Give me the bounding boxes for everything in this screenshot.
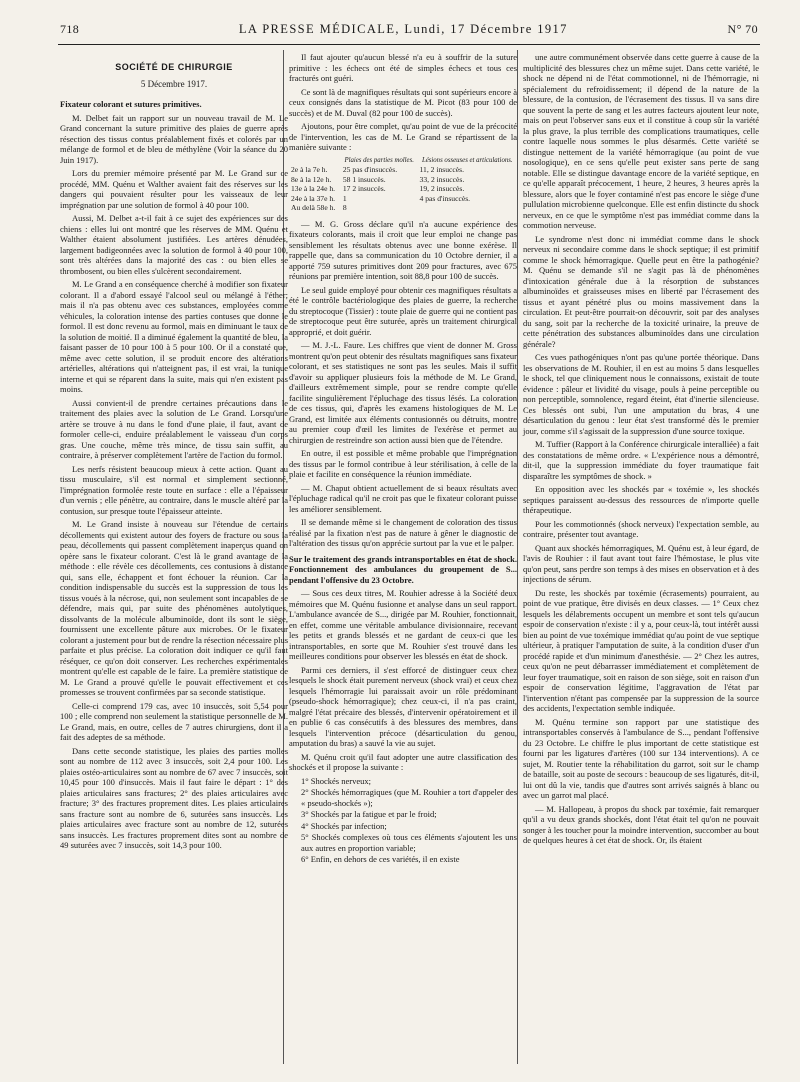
paragraph: Lors du premier mémoire présenté par M. Le Grand sur ce procédé, MM. Quénu et Walther avaient fait des réserves sur les dangers qui pouvaient résulter pour les vaisseaux de leur imprégnation par une solution de formol à 40 pour 100. (60, 168, 288, 210)
paragraph: Quant aux shockés hémorragiques, M. Quénu est, à leur égard, de l'avis de Rouhier : il faut avant tout faire l'hémostase, le plus vite qu'on peut, sans perdre son temps à des mises en observation et à des injections de sérum. (523, 542, 759, 584)
paragraph: Parmi ces derniers, il s'est efforcé de distinguer ceux chez lesquels le shock était purement nerveux (shock vrai) et ceux chez lesquels l'hémorragie lui paraissait avoir un rôle prédominant (pseudo-shock hémorragique); chez ceux-ci, il n'a pas craint, malgré l'état précaire des blessés, d'intervenir opératoirement et il en publie 6 cas consécutifs à des blessures des membres, dans lesquels l'intervention précoce (désarticulation du genou, amputation du bras) a sauvé la vie au sujet. (289, 664, 517, 748)
soft-tissue-cell: 25 pas d'insuccès. (342, 165, 398, 174)
bone-cell: 19, 2 insuccès. (419, 184, 465, 193)
paragraph: Le syndrome n'est donc ni immédiat comme dans le shock nerveux ni secondaire comme dans le shock septique; il est primitif comme le shock hémorragique. Quelle peut en être la pathogénie? M. Quénu se demande s'il ne s'agit pas là de phénomènes d'intoxication générale due à la résorption de substances albuminoïdes et graisseuses mises en liberté par l'écrasement des tissus et ayant pénétré plus ou moins massivement dans la circulation. Et peut-être pourrait-on découvrir, soit par des analyses du sang, soit par la recherche de la toxicité urinaire, la preuve de cette pénétration des substances albuminoïdes dans une circulation générale? (523, 233, 759, 349)
paragraph: En opposition avec les shockés par « toxémie », les shockés septiques paraissent au-dessus des ressources de n'importe quelle thérapeutique. (523, 484, 759, 515)
table-row (289, 203, 517, 213)
list-item: 4° Shockés par infection; (301, 820, 387, 831)
journal-title: LA PRESSE MÉDICALE, Lundi, 17 Décembre 1917 (238, 22, 568, 36)
col1-body (60, 113, 288, 851)
paragraph: une autre communément observée dans cette guerre à cause de la multiplicité des blessures chez un même sujet. Dans cette variété, le shock ne dépend ni de l'état commotionnel, ni de l'hémorragie, ni spécialement du refroidissement; il dépend de la nature de la blessure, de la contusion, de l'écrasement des tissus. Il va sans dire que souvent la perte de sang et les autres facteurs ajoutent leur note, mais on peut l'observer sans eux et il constitue à coup sûr la variété la plus grave, la plus terrible des complications traumatiques, celle contre laquelle nous sommes le plus désarmés. Cette variété se distingue nettement de la variété hémorragique (au point de vue nosologique), en ce sens qu'elle peut exister sans perte de sang notable. Elle se distingue davantage encore de la variété septique, en ce qu'elle apparaît précocement, 1 heure, 2 heures, 3 heures après la blessure, alors que le foyer contaminé n'est pas encore le siège d'une pullulation microbienne quelconque. Elle est enfin distincte du shock nerveux, en ce que le symptôme n'est pas immédiat comme dans la commotion nerveuse. (523, 52, 759, 230)
timing-stats-table (289, 156, 517, 213)
list-item: 5° Shockés complexes où tous ces éléments s'ajoutent les uns aux autres en proportion variable; (301, 832, 517, 853)
paragraph: — Sous ces deux titres, M. Rouhier adresse à la Société deux mémoires que M. Quénu fusionne et analyse dans un seul rapport. L'ambulance avancée de S..., dirigée par M. Rouhier, fonctionnait, en effet, comme une véritable ambulance divisionnaire, recevant les petits et grands blessés et ne gardant de ceux-ci que les intransportables, en sorte que M. Rouhier s'est trouvé dans les meilleures conditions pour observer les blessés en état de shock. (289, 588, 517, 661)
column-separator (517, 50, 518, 1064)
paragraph: — M. G. Gross déclare qu'il n'a aucune expérience des fixateurs colorants, mais il croit que leur emploi ne change pas sensiblement les résultats obtenus avec une bonne exérèse. Il rappelle que, dans sa communication du 10 Octobre dernier, il a apporté 759 sutures primitives dont 209 pour fractures, avec 675 réunions par première intention, soit 88,8 pour 100 de succès. (289, 218, 517, 281)
paragraph: M. Tuffier (Rapport à la Conférence chirurgicale interalliée) a fait des constatations de même ordre. « L'expérience nous a démontré, dit-il, que la suppression immédiate du foyer traumatique fait disparaître les symptômes de shock. » (523, 439, 759, 481)
paragraph: Aussi convient-il de prendre certaines précautions dans le traitement des plaies avec la solution de Le Grand. Lorsqu'une artère se trouve à nu dans le fond d'une plaie, il faut, avant de formoler celle-ci, enduire préalablement le vaisseau d'un corps gras. Une couche, même très mince, de tissu sain suffit, au contraire, à préserver complètement l'artère de l'action du formol. (60, 397, 288, 460)
col2-body-b (289, 219, 517, 549)
row-label: 24e à la 37e h. (291, 193, 336, 203)
list-item: 6° Enfin, en dehors de ces variétés, il en existe (301, 854, 460, 864)
bone-cell: 33, 2 insuccès. (419, 174, 465, 184)
section-title: SOCIÉTÉ DE CHIRURGIE (115, 62, 233, 72)
table-head-soft-tissue: Plaies des parties molles. (344, 156, 414, 164)
soft-tissue-cell: 58 1 insuccès. (342, 174, 386, 184)
paragraph: Ajoutons, pour être complet, qu'au point de vue de la précocité de l'intervention, les cas de M. Le Grand se répartissent de la manière suivante : (289, 121, 517, 152)
paragraph: M. Le Grand insiste à nouveau sur l'étendue de certains décollements qui existent autour des foyers de fracture ou sous la peau, décollements qui passent complètement inaperçus quand on opère sans le fixateur colorant. C'est là le grand avantage de la méthode : elle révèle ces décollements, ces contusions à distance qui, sans elle, échappent et font échouer la réunion. Car la condition indispensable du succès est la suppression de tous les tissus voués à la nécrose, qui, non seulement sont incapables de se défendre, mais qui, par suite des phénomènes autolytiques, dissolvants de la molécule albuminoïde, dont ils sont le siège, fournissent une excellente pâture aux microbes. Or le fixateur colorant a justement pour but de rendre la résection nécessaire plus parfaite et plus précise. La coloration doit indiquer ce qu'il faut réséquer, ce qu'on doit conserver. Les recherches expérimentales montrent qu'elle est capable de le faire. La première statistique de M. Le Grand a prouvé qu'elle le pouvait effectivement et ces promesses se trouvent confirmées par sa seconde statistique. (60, 519, 288, 697)
list-item: 3° Shockés par la fatigue et par le froid; (301, 809, 437, 819)
soft-tissue-cell: 17 2 insuccès. (342, 184, 386, 193)
shock-classification-list (289, 776, 517, 865)
paragraph: Dans cette seconde statistique, les plaies des parties molles sont au nombre de 112 avec 3 insuccès, soit 2,4 pour 100. Les plaies ostéo-articulaires sont au nombre de 67 avec 7 insuccès, soit 10,45 pour 100 d'insuccès. Mais il faut faire le départ : 1° des plaies articulaires sans fractures; 2° des plaies articulaires avec fracture; 3° des fractures proprement dites. Les plaies articulaires sans fracture sont au nombre de 6, suturées sans insuccès. Les plaies articulaires avec fracture sont au nombre de 12, suturées sans insuccès. Les fractures proprement dites sont au nombre de 49 suturées avec 7 insuccès, soit 14,3 pour 100. (60, 745, 288, 850)
list-item: 2° Shockés hémorragiques (que M. Rouhier a tort d'appeler des « pseudo-shockés »); (301, 787, 517, 808)
col2-body-a (289, 52, 517, 153)
paragraph: Ces vues pathogéniques n'ont pas qu'une portée théorique. Dans les observations de M. Rouhier, il en est au moins 5 dans lesquelles le shock, tel que cliniquement nous le connaissons, existait de toute évidence : pâleur et lividité du visage, pouls à peine perceptible ou non perceptible, somnolence, regard éteint, état d'inertie silencieuse. Ces blessés ont subi, l'un une amputation du bras, 4 une désarticulation du genou : leur état s'est transformé dès le premier jour, comme s'il s'agissait de la suppression d'une source toxique. (523, 352, 759, 436)
paragraph: — M. Hallopeau, à propos du shock par toxémie, fait remarquer qu'il a vu deux grands shockés, dont l'état était tel qu'on ne pouvait songer à les toucher pour la moindre intervention, succomber au bout de quelques heures à cet état de shock. Or, ils étaient (523, 803, 759, 845)
paragraph: Les nerfs résistent beaucoup mieux à cette action. Quant au tissu musculaire, s'il est normal et simplement sectionné, l'imprégnation formolée reste toute en surface : elle a l'épaisseur d'un vernis ; elle pénètre, au contraire, dans le muscle altéré par la contusion, sur presque toute l'épaisseur atteinte. (60, 463, 288, 516)
table-row (289, 194, 517, 204)
paragraph: M. Delbet fait un rapport sur un nouveau travail de M. Le Grand concernant la suture primitive des plaies de guerre après résection des tissus contus préalablement fixés et colorés par un mélange de formol et de bleu de méthylène (Voir la séance du 20 Juin 1917). (60, 112, 288, 165)
article-heading-2: Sur le traitement des grands intransportables en état de shock. Fonctionnement des ambulances du groupement de S... pendant l'offensive du 23 Octobre. (289, 553, 517, 585)
column-2 (289, 52, 517, 868)
paragraph: Ce sont là de magnifiques résultats qui sont supérieurs encore à ceux consignés dans la statistique de M. Picot (83 pour 100 de succès) et de M. Duval (82 pour 100 de succès). (289, 86, 517, 118)
paragraph: Le seul guide employé pour obtenir ces magnifiques résultats a été le contrôle bactériologique des plaies de guerre, la recherche du streptocoque (Tissier) : toute plaie de guerre qui ne contient pas de streptocoque peut être suturée, après un traitement chirurgical approprié, et doit guérir. (289, 284, 517, 337)
session-date: 5 Décembre 1917. (140, 78, 208, 89)
paragraph: En outre, il est possible et même probable que l'imprégnation des tissus par le formol contribue à leur stérilisation, à celle de la plaie et facilite en conséquence la réunion immédiate. (289, 448, 517, 479)
paragraph: M. Quénu croit qu'il faut adopter une autre classification des shockés et il propose la suivante : (289, 751, 517, 772)
column-3 (523, 52, 759, 849)
soft-tissue-cell: 1 (342, 193, 347, 203)
paragraph: Celle-ci comprend 179 cas, avec 10 insuccès, soit 5,54 pour 100 ; elle comprend non seulement la statistique personnelle de M. Le Grand, mais, en outre, celles de 7 autres chirurgiens, dont il a fait des adeptes de sa méthode. (60, 700, 288, 742)
page-number: 718 (60, 22, 80, 36)
paragraph: — M. J.-L. Faure. Les chiffres que vient de donner M. Gross montrent qu'on peut obtenir des résultats magnifiques sans fixateur colorant, et ses statistiques ne sont pas les seules. Mais il suffit d'avoir su appliquer plusieurs fois la méthode de M. Le Grand, d'ailleurs extrêmement simple, pour se rendre compte qu'elle facilite singulièrement l'épluchage des tissus lésés. La coloration de ces tissus, qui, d'après les examens histologiques de M. Le Grand, est limitée aux éléments contusionnés ou détruits, montre au premier coup d'œil les limites de l'exérèse et permet au chirurgien de restreindre son action aussi bien que de l'étendre. (289, 340, 517, 445)
table-body (289, 165, 517, 213)
row-label: 8e à la 12e h. (291, 174, 332, 184)
bone-cell: 11, 2 insuccès. (419, 165, 464, 174)
paragraph: — M. Chaput obtient actuellement de si beaux résultats avec l'épluchage radical qu'il ne croit pas que le fixateur colorant puisse les améliorer sensiblement. (289, 482, 517, 514)
table-row (289, 184, 517, 194)
paragraph: M. Quénu termine son rapport par une statistique des intransportables conservés à l'ambulance de S..., pendant l'offensive du 23 Octobre. Le chiffre le plus important de cette statistique est fourni par les ligatures d'artères (100 sur 134 interventions). A ce sujet, M. Routier tente la réhabilitation du garrot, soit sur le champ de bataille, soit au poste de secours : beaucoup de ses ligaturés, dit-il, lui ont dû la vie, tandis que d'autres sont arrivés saignés à blanc ou avec un garrot mal placé. (523, 716, 759, 800)
paragraph: Il se demande même si le changement de coloration des tissus réalisé par la fixation n'est pas de nature à gêner le diagnostic de l'altération des tissus qu'on apprécie surtout par la vue et le palper. (289, 517, 517, 548)
paragraph: Du reste, les shockés par toxémie (écrasements) pourraient, au point de vue pratique, être divisés en deux classes. — 1° Ceux chez lesquels les délabrements occupent un membre et sont tels qu'aucun espoir de conservation n'existe : il y a, pour ceux-là, tout intérêt aussi bien au point de vue toxémique immédiat qu'au point de vue septique ultérieur, à pratiquer l'amputation de suite, à la condition d'user d'un procédé rapide et d'un minimum d'anesthésie. — 2° Chez les autres, ceux qu'on ne peut débarrasser immédiatement et complètement de leur foyer traumatique, soit en raison de son siège, soit en raison d'un espoir de conservation légitime, l'aggravation de l'état par l'intervention n'étant pas compensée par la suppression de la source des accidents, l'expectation semble indiquée. (523, 587, 759, 713)
article-heading: Fixateur colorant et sutures primitives. (60, 99, 202, 109)
issue-number: N° 70 (727, 22, 758, 36)
paragraph: Il faut ajouter qu'aucun blessé n'a eu à souffrir de la suture primitive : les échecs ont été de simples échecs et tous ces fracturés ont guéri. (289, 52, 517, 83)
row-label: Au delà 58e h. (291, 203, 336, 212)
col3-body (523, 52, 759, 846)
table-row (289, 165, 517, 175)
header-rule (58, 44, 760, 45)
row-label: 2e à la 7e h. (291, 165, 328, 174)
row-label: 13e à la 24e h. (291, 184, 336, 193)
paragraph: Pour les commotionnés (shock nerveux) l'expectation semble, au contraire, présenter tout avantage. (523, 518, 759, 539)
bone-cell (418, 203, 517, 213)
paragraph: Aussi, M. Delbet a-t-il fait à ce sujet des expériences sur des chiens : elles lui ont montré que les réserves de MM. Quénu et Walther étaient absolument justifiées. Les artères dénudées, largement badigeonnées avec la solution de formol à 40 pour 100, sont très altérées dans la majorité des cas : ou bien elles se thrombosent, ou bien elles s'ulcèrent secondairement. (60, 213, 288, 276)
paragraph: M. Le Grand a en conséquence cherché à modifier son fixateur colorant. Il a d'abord essayé l'alcool seul ou mélangé à l'éther; mais il n'a pas obtenu avec ces substances, employées comme véhicules, la coloration intense des parties contuses que donne le formol. Il est donc revenu au formol, mais en diminuant le taux de la solution de moitié. Il a diminué également la quantité de bleu, la faisant passer de 10 pour 100 à 5 pour 100. Or il a constaté que, même avec cette solution, il se produit encore des altérations artérielles, altérations qui n'atteignent pas, il est vrai, la tunique interne et qui se réparent dans la suite, mais qui n'en existent pas moins. (60, 279, 288, 394)
list-item: 1° Shockés nerveux; (301, 775, 371, 786)
col2-body-c (289, 588, 517, 773)
bone-cell: 4 pas d'insuccès. (419, 193, 471, 203)
table-row (289, 175, 517, 185)
page-header (60, 22, 758, 38)
soft-tissue-cell: 8 (342, 203, 347, 212)
table-head-bone: Lésions osseuses et articulations. (421, 156, 513, 164)
column-1 (60, 52, 288, 854)
